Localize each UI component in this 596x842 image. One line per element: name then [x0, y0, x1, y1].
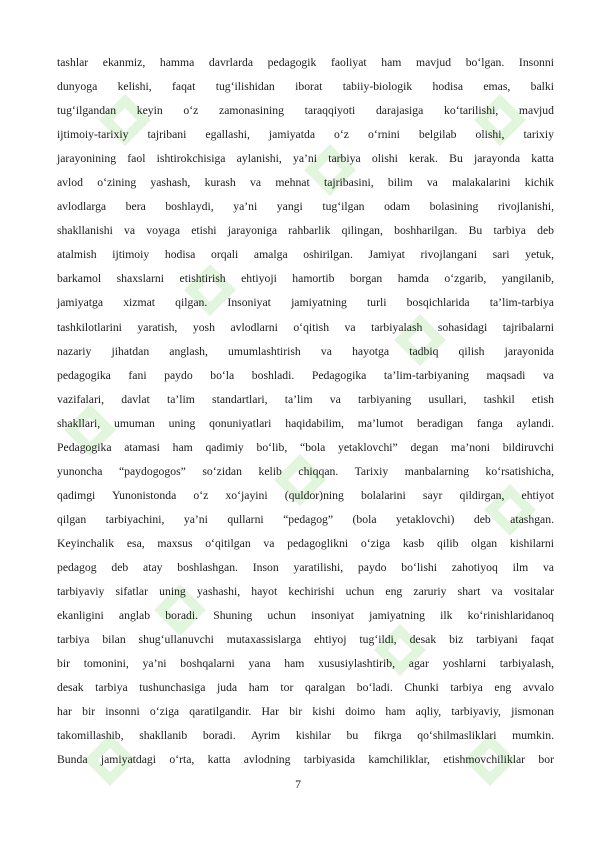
text-line: barkamol shaxslarni etishtirish ehtiyoji hamortib borgan hamda o‘zgarib, yangilanib, [57, 272, 554, 286]
text-line: bir tomonini, ya’ni boshqalarni yana ham xususiylashtirib, agar yoshlarni tarbiyalash, [57, 657, 554, 671]
text-line: avlod o‘zining yashash, kurash va mehnat tajribasini, bilim va malakalarini kichik [57, 176, 554, 190]
text-line: tashkilotlarini yaratish, yosh avlodlarni o‘qitish va tarbiyalash sohasidagi tajribalarni [57, 320, 554, 334]
body-paragraph [57, 51, 554, 772]
text-line: ekanligini anglab boradi. Shuning uchun insoniyat jamiyatning ilk ko‘rinishlaridanoq [57, 609, 554, 623]
text-line: desak tarbiya tushunchasiga juda ham tor qaralgan bo‘ladi. Chunki tarbiya eng avvalo [57, 681, 554, 695]
text-line: ijtimoiy-tarixiy tajribani egallashi, jamiyatda o‘z o‘rnini belgilab olishi, tarixiy [57, 128, 554, 142]
text-line: shakllari, umuman uning qonuniyatlari haqidabilim, ma’lumot beradigan fanga aylandi. [57, 416, 554, 430]
text-line: pedagog deb atay boshlashgan. Inson yaratilishi, paydo bo‘lishi zahotiyoq ilm va [57, 560, 554, 574]
text-line: jamiyatga xizmat qilgan. Insoniyat jamiyatning turli bosqichlarida ta’lim-tarbiya [57, 296, 554, 310]
text-line: tug‘ilgandan keyin o‘z zamonasining taraqqiyoti darajasiga ko‘tarilishi, mavjud [57, 104, 554, 118]
text-line: vazifalari, davlat ta’lim standartlari, ta’lim va tarbiyaning usullari, tashkil etish [57, 392, 554, 406]
text-line: Pedagogika atamasi ham qadimiy bo‘lib, “bola yetaklovchi” degan ma’noni bildiruvchi [57, 440, 554, 454]
text-line: qadimgi Yunonistonda o‘z xo‘jayini (quldor)ning bolalarini sayr qildirgan, ehtiyot [57, 488, 554, 502]
text-line: avlodlarga bera boshlaydi, ya’ni yangi tug‘ilgan odam bolasining rivojlanishi, [57, 200, 554, 214]
text-line: nazariy jihatdan anglash, umumlashtirish va hayotga tadbiq qilish jarayonida [57, 344, 554, 358]
text-line: har bir insonni o‘ziga qaratilgandir. Har bir kishi doimo ham aqliy, tarbiyaviy, jismonan [57, 705, 554, 719]
text-line: shakllanishi va voyaga etishi jarayoniga rahbarlik qilingan, boshharilgan. Bu tarbiya deb [57, 224, 554, 238]
text-line: atalmish ijtimoiy hodisa orqali amalga oshirilgan. Jamiyat rivojlangani sari yetuk, [57, 248, 554, 262]
text-line: pedagogika fani paydo bo‘la boshladi. Pedagogika ta’lim-tarbiyaning maqsadi va [57, 368, 554, 382]
text-line: tashlar ekanmiz, hamma davrlarda pedagogik faoliyat ham mavjud bo‘lgan. Insonni [57, 56, 554, 69]
text-line: tarbiya bilan shug‘ullanuvchi mutaxassislarga ehtiyoj tug‘ildi, desak biz tarbiyani faqat [57, 633, 554, 647]
text-line: Bunda jamiyatdagi o‘rta, katta avlodning tarbiyasida kamchiliklar, etishmovchiliklar bor [57, 753, 554, 767]
text-line: takomillashib, shakllanib boradi. Ayrim kishilar bu fikrga qo‘shilmasliklari mumkin. [57, 729, 554, 743]
text-line: tarbiyaviy sifatlar uning yashashi, hayot kechirishi uchun eng zaruriy shart va vositalar [57, 585, 554, 599]
text-line: dunyoga kelishi, faqat tug‘ilishidan iborat tabiiy-biologik hodisa emas, balki [57, 80, 554, 94]
text-line: jarayonining faol ishtirokchisiga aylanishi, ya’ni tarbiya olishi kerak. Bu jarayonda katta [57, 152, 554, 166]
text-line: Keyinchalik esa, maxsus o‘qitilgan va pedagoglikni o‘ziga kasb qilib olgan kishilarni [57, 536, 554, 550]
page-number: 7 [295, 778, 301, 791]
text-line: yunoncha “paydogogos” so‘zidan kelib chiqqan. Tarixiy manbalarning ko‘rsatishicha, [57, 464, 554, 478]
text-line: qilgan tarbiyachini, ya’ni qullarni “pedagog” (bola yetaklovchi) deb atashgan. [57, 512, 554, 526]
